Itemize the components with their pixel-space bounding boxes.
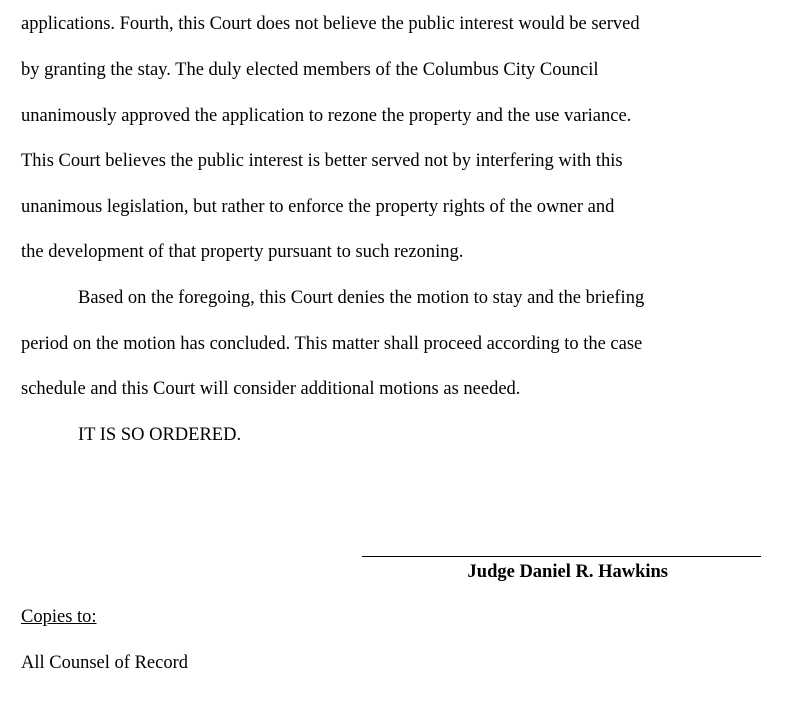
body-line-5: unanimous legislation, but rather to enforce the property rights of the owner and bbox=[21, 197, 615, 217]
conclusion-line-3: schedule and this Court will consider additional motions as needed. bbox=[21, 379, 521, 399]
body-line-3: unanimously approved the application to rezone the property and the use variance. bbox=[21, 106, 632, 126]
body-line-6: the development of that property pursuant to such rezoning. bbox=[21, 242, 464, 262]
body-line-1: applications. Fourth, this Court does not believe the public interest would be served bbox=[21, 14, 640, 34]
order-statement: IT IS SO ORDERED. bbox=[78, 425, 242, 445]
body-line-2: by granting the stay. The duly elected members of the Columbus City Council bbox=[21, 60, 599, 80]
signature-line bbox=[362, 556, 761, 557]
conclusion-line-1: Based on the foregoing, this Court denies the motion to stay and the briefing bbox=[78, 288, 645, 308]
conclusion-line-2: period on the motion has concluded. This matter shall proceed according to the case bbox=[21, 334, 643, 354]
judge-name: Judge Daniel R. Hawkins bbox=[467, 562, 668, 582]
copies-heading: Copies to: bbox=[21, 607, 97, 627]
copies-recipient: All Counsel of Record bbox=[21, 653, 188, 673]
body-line-4: This Court believes the public interest is better served not by interfering with this bbox=[21, 151, 623, 171]
